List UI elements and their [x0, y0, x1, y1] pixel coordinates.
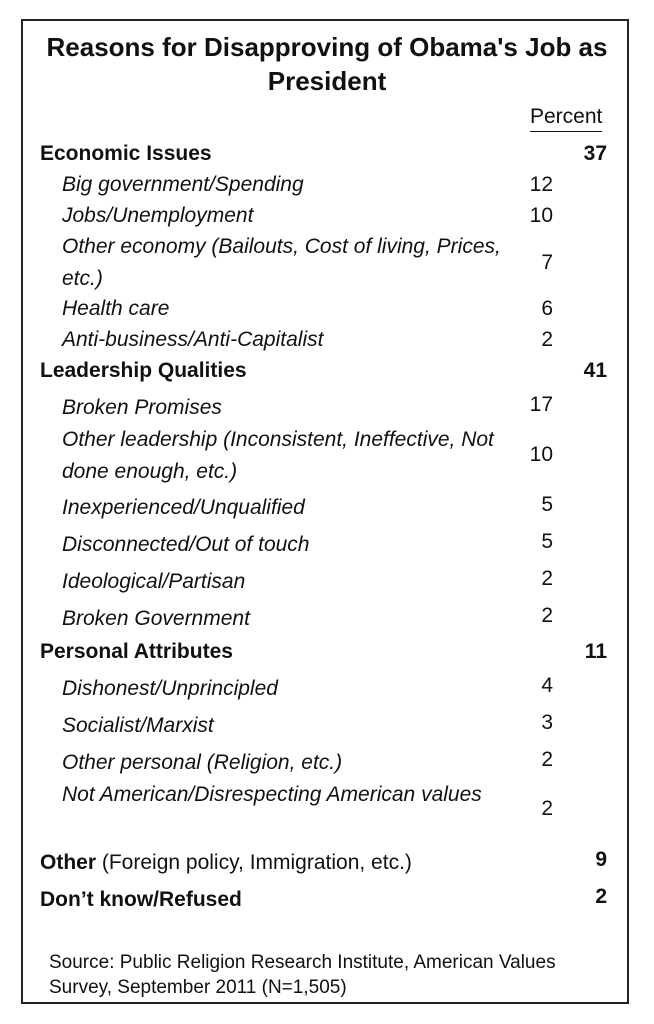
- list-item: Ideological/Partisan: [62, 570, 246, 593]
- list-item: Broken Promises: [62, 396, 222, 419]
- list-item-value: 2: [541, 604, 553, 627]
- list-item-value: 2: [541, 748, 553, 771]
- list-item-value: 5: [541, 493, 553, 516]
- list-item-value: 5: [541, 530, 553, 553]
- list-item-value: 7: [541, 251, 553, 274]
- other-label: Other: [40, 851, 97, 874]
- category-value: 9: [595, 848, 607, 871]
- list-item: Big government/Spending: [62, 173, 304, 196]
- list-item: Inexperienced/Unqualified: [62, 496, 305, 519]
- list-item-value: 6: [541, 297, 553, 320]
- category-personal-attributes: Personal Attributes: [40, 640, 233, 663]
- list-item: Other leadership (Inconsistent, Ineffective, Not done enough, etc.): [62, 428, 494, 483]
- list-item: Anti-business/Anti-Capitalist: [62, 328, 324, 351]
- list-item-value: 2: [541, 328, 553, 351]
- list-item-value: 12: [529, 173, 553, 196]
- list-item-value: 10: [529, 204, 553, 227]
- list-item: Not American/Disrespecting American values: [62, 783, 482, 806]
- list-item-value: 17: [529, 393, 553, 416]
- list-item-value: 3: [541, 711, 553, 734]
- category-other: [40, 848, 412, 878]
- list-item: Broken Government: [62, 607, 250, 630]
- list-item: Jobs/Unemployment: [62, 204, 254, 227]
- source-note: Source: Public Religion Research Institute, American Values Survey, September 2011 (N=1,505): [49, 952, 556, 998]
- percent-column-header: Percent: [530, 104, 602, 132]
- category-economic-issues: Economic Issues: [40, 142, 212, 165]
- list-item-value: 4: [541, 674, 553, 697]
- category-value: 2: [595, 885, 607, 908]
- list-item-value: 10: [529, 443, 553, 466]
- list-item: Other economy (Bailouts, Cost of living, Prices, etc.): [62, 235, 501, 290]
- page-title: Reasons for Disapproving of Obama's Job as President: [46, 32, 608, 96]
- category-dont-know: Don’t know/Refused: [40, 888, 242, 911]
- list-item: Disconnected/Out of touch: [62, 533, 310, 556]
- category-leadership-qualities: Leadership Qualities: [40, 359, 247, 382]
- category-value: 41: [583, 359, 607, 382]
- list-item-value: 2: [541, 567, 553, 590]
- list-item-value: 2: [541, 797, 553, 820]
- list-item: Health care: [62, 297, 170, 320]
- other-description: (Foreign policy, Immigration, etc.): [101, 851, 412, 874]
- list-item: Dishonest/Unprincipled: [62, 677, 278, 700]
- list-item: Other personal (Religion, etc.): [62, 751, 343, 774]
- category-value: 37: [583, 142, 607, 165]
- list-item: Socialist/Marxist: [62, 714, 214, 737]
- category-value: 11: [584, 640, 607, 663]
